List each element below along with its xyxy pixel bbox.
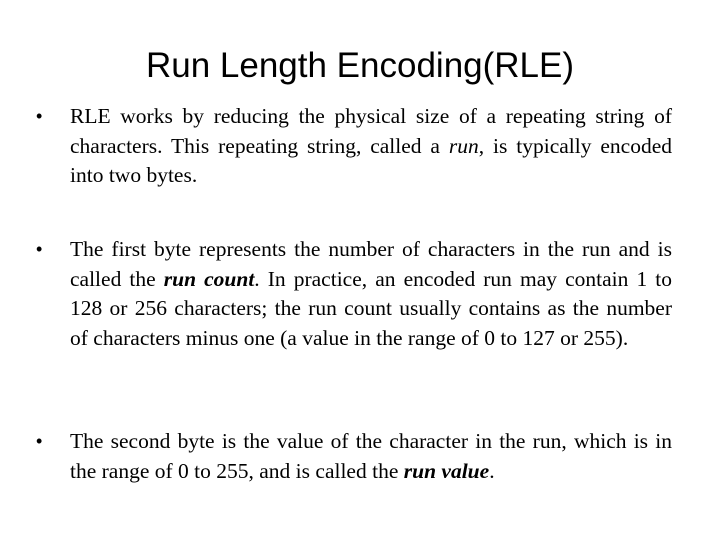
bullet-marker: • bbox=[36, 106, 43, 126]
bullet-text-after: . bbox=[489, 458, 495, 483]
bullet-text-emphasis: run count bbox=[163, 266, 255, 291]
bullet-text-before: The first byte represents the number of characters in the run and is called the bbox=[70, 237, 672, 291]
bullet-item-rle-definition bbox=[36, 102, 672, 191]
bullet-text bbox=[70, 235, 672, 353]
bullet-text-before: The second byte is the value of the character in the run, which is in the range of 0 to 255, and is called the bbox=[70, 429, 672, 483]
bullet-text-emphasis: run value bbox=[403, 458, 490, 483]
bullet-marker: • bbox=[36, 239, 43, 259]
bullet-item-run-count bbox=[36, 235, 672, 353]
bullet-text bbox=[70, 427, 672, 486]
bullet-marker: • bbox=[36, 431, 43, 451]
bullet-text-before: RLE works by reducing the physical size of a repeating string of characters. This repeating string, called a bbox=[70, 104, 672, 158]
bullet-item-run-value bbox=[36, 427, 672, 486]
bullet-text-emphasis: run bbox=[448, 133, 479, 158]
bullet-text bbox=[70, 102, 672, 191]
bullet-text-after: . In practice, an encoded run may contain 1 to 128 or 256 characters; the run count usually contains as the number of characters minus one (a value in the range of 0 to 127 or 255). bbox=[70, 266, 673, 350]
bullet-text-after: , is typically encoded into two bytes. bbox=[70, 133, 672, 187]
slide-title: Run Length Encoding(RLE) bbox=[145, 46, 575, 85]
